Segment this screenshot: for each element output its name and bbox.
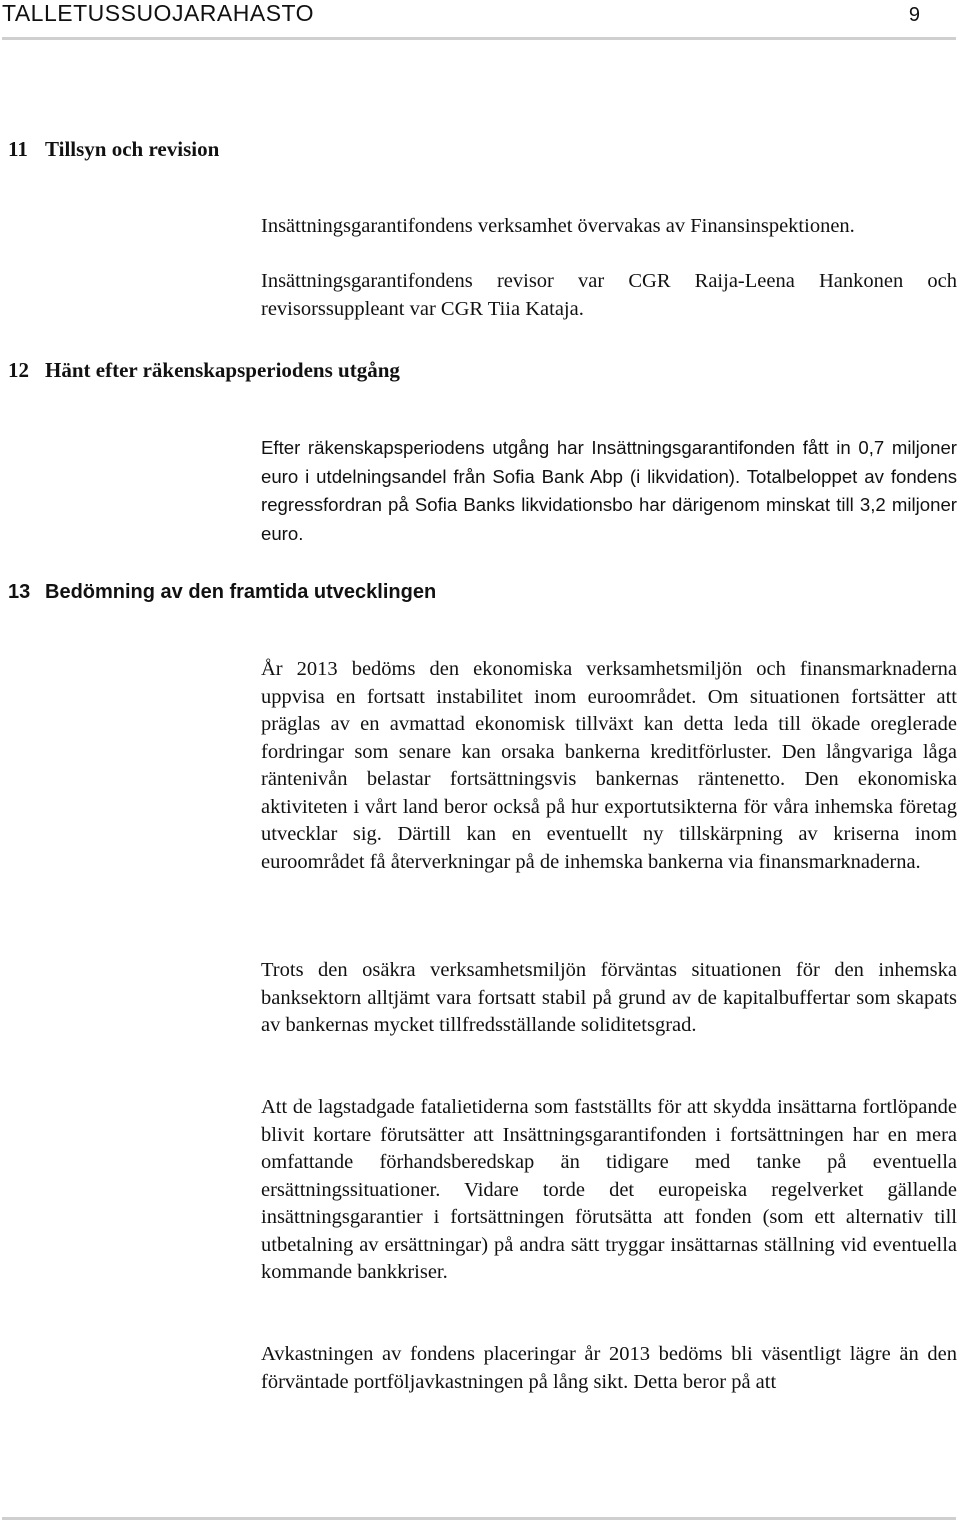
section-number: 11 [8,137,28,161]
section-title: Hänt efter räkenskapsperiodens utgång [45,358,400,382]
paragraph: Att de lagstadgade fatalietiderna som fastställts för att skydda insättarna fortlöpande blivit kortare förutsätter att Insättningsgarantifonden i fortsättningen har en mera omfattande förhandsberedskap än tidigare med tanke på eventuella ersättningssituationer. Vidare torde det europeiska regelverket gällande insättningsgarantier i fortsättningen förutsätta att fonden (som ett alternativ till utbetalning av ersättningar) på andra sätt tryggar insättarnas ställning vid eventuella kommande bankkriser. [261,1096,957,1283]
section-title: Tillsyn och revision [45,137,220,161]
paragraph: År 2013 bedöms den ekonomiska verksamhetsmiljön och finansmarknaderna uppvisa en fortsatt instabilitet inom euroområdet. Om situationen fortsätter att präglas av en avmattad ekonomisk tillväxt kan detta leda till ökade oreglerade fordringar som senare kan orsaka bankerna kreditförluster. Den långvariga låga räntenivån belastar fortsättningsvis bankernas räntenetto. Den ekonomiska aktiviteten i vårt land beror också på hur exportutsikterna för våra inhemska företag utvecklar sig. Därtill kan en eventuellt ny tillskärpning av kriserna inom euroområdet få återverkningar på de inhemska bankerna via finansmarknaderna. [261,658,957,873]
paragraph: Avkastningen av fondens placeringar år 2013 bedöms bli väsentligt lägre än den förväntade portföljavkastningen på lång sikt. Detta beror på att [261,1343,957,1393]
document-title: TALLETUSSUOJARAHASTO [2,0,315,26]
section-heading-11 [8,137,219,161]
section-number: 13 [8,581,31,603]
page-number: 9 [908,4,920,26]
section-heading-13 [8,580,436,604]
page-header [0,0,960,40]
section-number: 12 [8,358,29,382]
footer-divider [2,1517,956,1520]
paragraph: Insättningsgarantifondens revisor var CGR Raija-Leena Hankonen och revisorssuppleant var CGR Tiia Kataja. [261,270,957,320]
header-divider [2,37,956,40]
section-title: Bedömning av den framtida utvecklingen [45,581,437,603]
section-heading-12 [8,358,400,382]
paragraph: Efter räkenskapsperiodens utgång har Insättningsgarantifonden fått in 0,7 miljoner euro i utdelningsandel från Sofia Bank Abp (i likvidation). Totalbeloppet av fondens regressfordran på Sofia Banks likvidationsbo har därigenom minskat till 3,2 miljoner euro. [261,437,957,544]
paragraph: Insättningsgarantifondens verksamhet övervakas av Finansinspektionen. [261,215,855,237]
paragraph: Trots den osäkra verksamhetsmiljön förväntas situationen för den inhemska banksektorn alltjämt vara fortsatt stabil på grund av de kapitalbuffertar som skapats av bankernas mycket tillfredsställande soliditetsgrad. [261,959,957,1036]
